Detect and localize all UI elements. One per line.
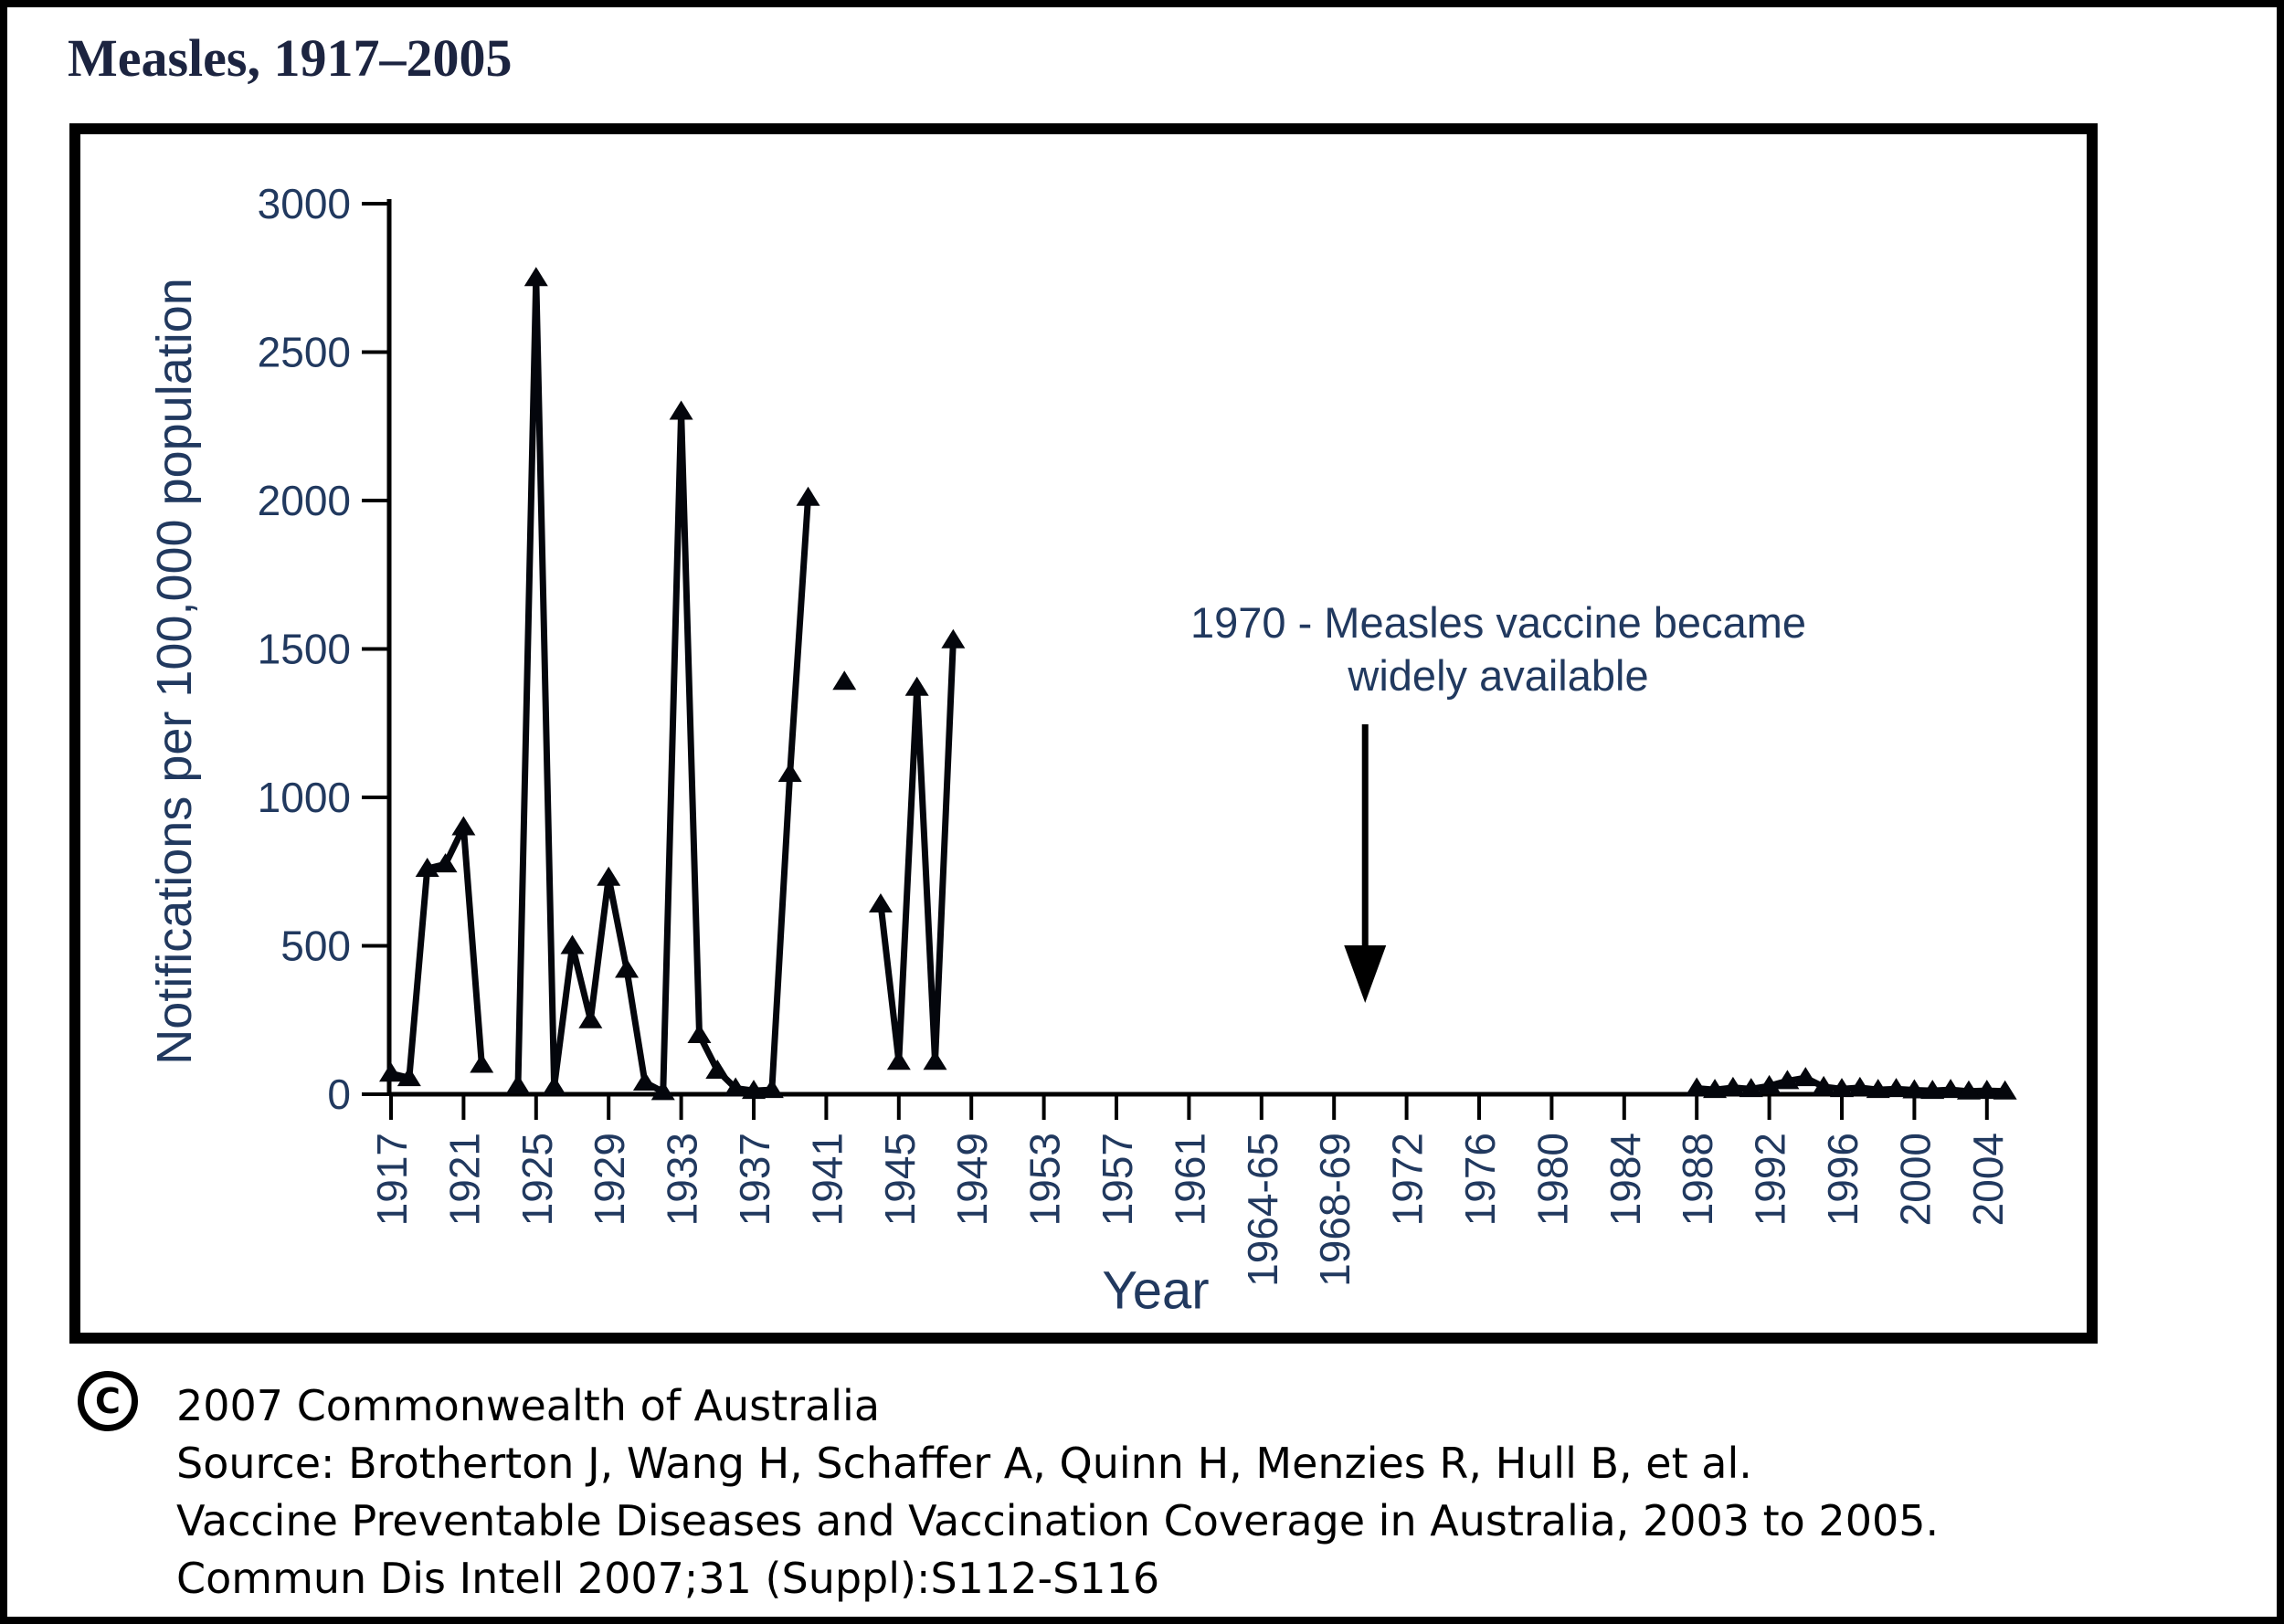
x-tick-label: 1933: [658, 1133, 706, 1227]
copyright-letter: C: [95, 1381, 121, 1421]
data-point-marker: [687, 1024, 711, 1043]
vaccine-annotation-line2: widely available: [1348, 651, 1649, 700]
y-tick-label: 1000: [257, 774, 351, 821]
data-point-marker: [524, 267, 548, 286]
x-tick-label: 2000: [1891, 1132, 1940, 1227]
data-point-marker: [451, 817, 475, 836]
x-tick-label: 1929: [586, 1133, 634, 1227]
series-line-segment: [518, 278, 809, 1091]
x-tick-label: 1961: [1166, 1133, 1214, 1227]
annotation-arrow: [1344, 724, 1386, 1003]
data-point-marker: [705, 1060, 729, 1079]
chart-canvas: [69, 123, 2098, 1344]
x-axis-ticks: [368, 1094, 2012, 1287]
vaccine-annotation-line1: 1970 - Measles vaccine became: [1190, 598, 1807, 647]
data-point-marker: [597, 867, 620, 886]
data-point-marker: [615, 959, 639, 978]
x-tick-label: 1992: [1746, 1133, 1794, 1227]
y-tick-label: 2000: [257, 477, 351, 524]
data-point-marker: [778, 763, 802, 782]
y-axis-ticks: [258, 180, 389, 1118]
data-point-marker: [633, 1071, 657, 1091]
x-tick-label: 1953: [1020, 1133, 1069, 1227]
x-tick-label: 1937: [731, 1133, 778, 1227]
x-tick-label: 1957: [1094, 1133, 1141, 1227]
data-point-marker: [434, 853, 458, 872]
x-tick-label: 1964-65: [1238, 1133, 1286, 1287]
x-axis-title: Year: [1102, 1260, 1210, 1321]
data-point-marker: [797, 487, 820, 506]
data-point-marker: [670, 401, 693, 420]
data-point-marker: [561, 935, 585, 954]
x-tick-label: 1921: [440, 1133, 489, 1227]
data-point-marker: [506, 1074, 530, 1093]
copyright-line: 2007 Commonwealth of Australia: [176, 1381, 881, 1430]
publication-line: Vaccine Preventable Diseases and Vaccination Coverage in Australia, 2003 to 2005.: [176, 1496, 1940, 1545]
x-tick-label: 1980: [1528, 1133, 1577, 1227]
series-line-segment: [391, 828, 481, 1079]
y-tick-label: 2500: [257, 328, 351, 376]
y-tick-label: 500: [280, 922, 351, 970]
data-point-marker: [578, 1009, 602, 1028]
data-point-marker: [905, 677, 929, 696]
data-point-marker: [470, 1054, 493, 1073]
y-tick-label: 3000: [257, 180, 351, 227]
copyright-icon: [78, 1371, 138, 1431]
source-line: Source: Brotherton J, Wang H, Schaffer A, Quinn H, Menzies R, Hull B, et al.: [176, 1439, 1752, 1488]
y-axis-title: Notifications per 100,000 population: [147, 278, 202, 1065]
source-attribution: [176, 1377, 2259, 1608]
data-point-marker: [941, 629, 965, 649]
x-tick-label: 1945: [875, 1133, 924, 1227]
data-point-marker: [924, 1050, 947, 1070]
series-line-segment: [881, 640, 953, 1062]
y-tick-label: 0: [327, 1070, 351, 1118]
x-tick-label: 1996: [1819, 1133, 1866, 1227]
data-point-marker: [869, 893, 893, 912]
x-tick-label: 1976: [1456, 1133, 1504, 1227]
x-tick-label: 1984: [1601, 1133, 1649, 1227]
x-tick-label: 1941: [803, 1133, 851, 1227]
data-point-marker: [832, 670, 856, 690]
y-tick-label: 1500: [257, 625, 351, 673]
series-line-segment: [1697, 1078, 2005, 1091]
x-tick-label: 1968-69: [1311, 1133, 1359, 1287]
journal-line: Commun Dis Intell 2007;31 (Suppl):S112-S116: [176, 1554, 1160, 1603]
x-tick-label: 1972: [1383, 1133, 1432, 1227]
vaccine-annotation: [1042, 596, 1955, 702]
x-tick-label: 2004: [1963, 1133, 2012, 1227]
data-point-marker: [887, 1050, 911, 1070]
x-tick-label: 1917: [368, 1133, 416, 1227]
x-tick-label: 1949: [948, 1133, 997, 1227]
x-tick-label: 1988: [1674, 1133, 1722, 1227]
x-tick-label: 1925: [513, 1133, 561, 1227]
chart-title: Measles, 1917–2005: [68, 28, 513, 88]
data-point-marker: [379, 1062, 403, 1081]
data-point-marker: [543, 1076, 566, 1095]
